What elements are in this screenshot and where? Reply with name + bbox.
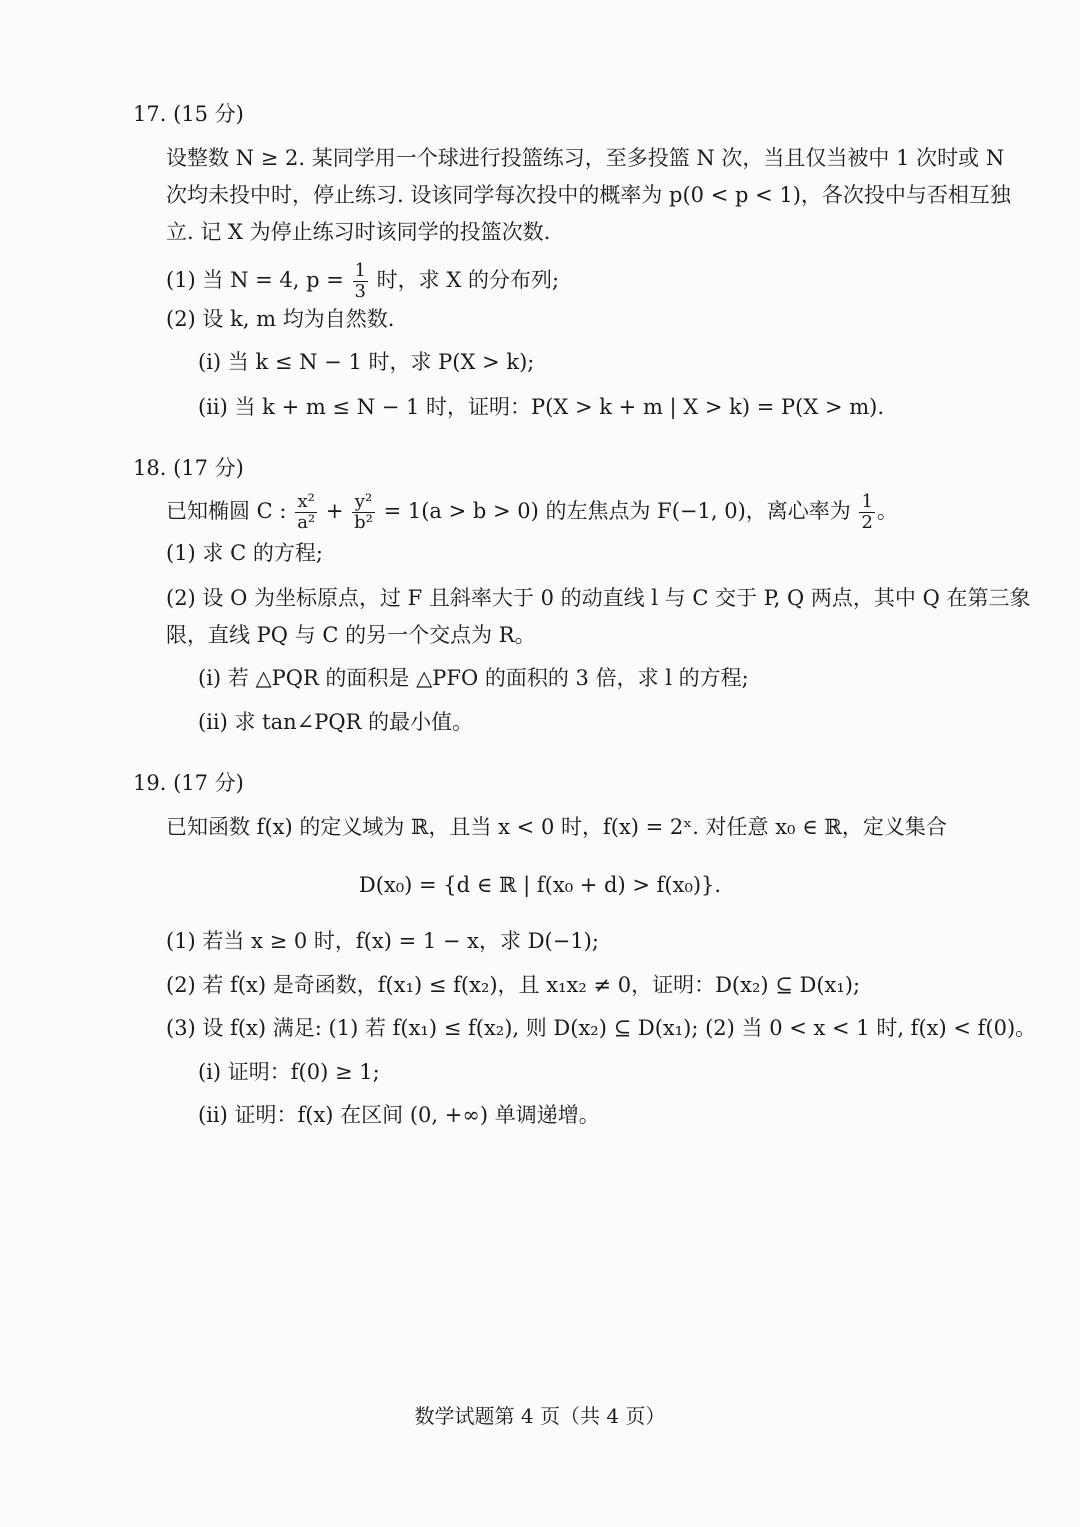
q18-part-1: (1) 求 C 的方程; [166,541,323,565]
q18-fraction-eccentricity [859,492,874,533]
q18-part-2-i: (i) 若 △PQR 的面积是 △PFO 的面积的 3 倍，求 l 的方程; [198,666,749,690]
q18-intro [166,486,898,536]
fraction-denominator: 2 [861,512,873,533]
q19-part-3: (3) 设 f(x) 满足: (1) 若 f(x₁) ≤ f(x₂), 则 D(x₂) ⊆ D(x₁); (2) 当 0 < x < 1 时, f(x) < f(0)。 [166,1016,1037,1040]
q17-intro-line-3: 立. 记 X 为停止练习时该同学的投篮次数. [166,220,551,244]
q18-intro-end: 。 [876,499,898,523]
q18-heading: 18. (17 分) [133,456,244,480]
q17-part-2-i: (i) 当 k ≤ N − 1 时，求 P(X > k); [198,350,535,374]
q17-part-2-ii: (ii) 当 k + m ≤ N − 1 时，证明：P(X > k + m | X > k) = P(X > m). [198,395,885,419]
fraction-denominator: 3 [354,281,366,302]
q19-part-3-i: (i) 证明：f(0) ≥ 1; [198,1060,380,1084]
q19-intro: 已知函数 f(x) 的定义域为 ℝ，且当 x < 0 时，f(x) = 2ˣ. 对任意 x₀ ∈ ℝ，定义集合 [166,815,947,839]
q17-intro-line-2: 次均未投中时，停止练习. 设该同学每次投中的概率为 p(0 < p < 1)，各次投中与否相互独 [166,183,1011,207]
fraction-numerator: 1 [354,260,366,281]
q17-part-1-fraction [353,261,368,302]
q17-heading: 17. (15 分) [133,102,244,126]
q17-intro-line-1: 设整数 N ≥ 2. 某同学用一个球进行投篮练习，至多投篮 N 次，当且仅当被中 1 次时或 N [166,146,1005,170]
q18-part-2-line-1: (2) 设 O 为坐标原点，过 F 且斜率大于 0 的动直线 l 与 C 交于 P, Q 两点，其中 Q 在第三象 [166,586,1031,610]
q18-plus: + [325,499,344,523]
fraction-denominator: b² [354,512,373,533]
q19-heading: 19. (17 分) [133,771,244,795]
q17-part-2: (2) 设 k, m 均为自然数. [166,307,395,331]
q18-fraction-x [295,492,317,533]
q18-intro-mid: = 1(a > b > 0) 的左焦点为 F(−1, 0)，离心率为 [383,499,851,523]
q18-intro-pre: 已知椭圆 C : [166,499,287,523]
fraction-numerator: 1 [861,491,873,512]
page-footer: 数学试题第 4 页（共 4 页） [414,1404,666,1428]
q19-part-1: (1) 若当 x ≥ 0 时，f(x) = 1 − x，求 D(−1); [166,929,599,953]
fraction-numerator: y² [352,492,375,513]
fraction-denominator: a² [297,512,316,533]
q18-fraction-y [352,492,375,533]
q18-part-2-ii: (ii) 求 tan∠PQR 的最小值。 [198,710,474,734]
q17-part-1 [166,258,559,302]
q19-part-2: (2) 若 f(x) 是奇函数，f(x₁) ≤ f(x₂)，且 x₁x₂ ≠ 0，证明：D(x₂) ⊆ D(x₁); [166,973,861,997]
q19-part-3-ii: (ii) 证明：f(x) 在区间 (0, +∞) 单调递增。 [198,1103,600,1127]
q17-part-1-pre: (1) 当 N = 4, p = [166,268,344,292]
q18-part-2-line-2: 限，直线 PQ 与 C 的另一个交点为 R。 [166,623,536,647]
q17-part-1-post: 时，求 X 的分布列; [376,268,560,292]
fraction-numerator: x² [295,492,317,513]
q19-formula: D(x₀) = {d ∈ ℝ | f(x₀ + d) > f(x₀)}. [358,873,722,897]
